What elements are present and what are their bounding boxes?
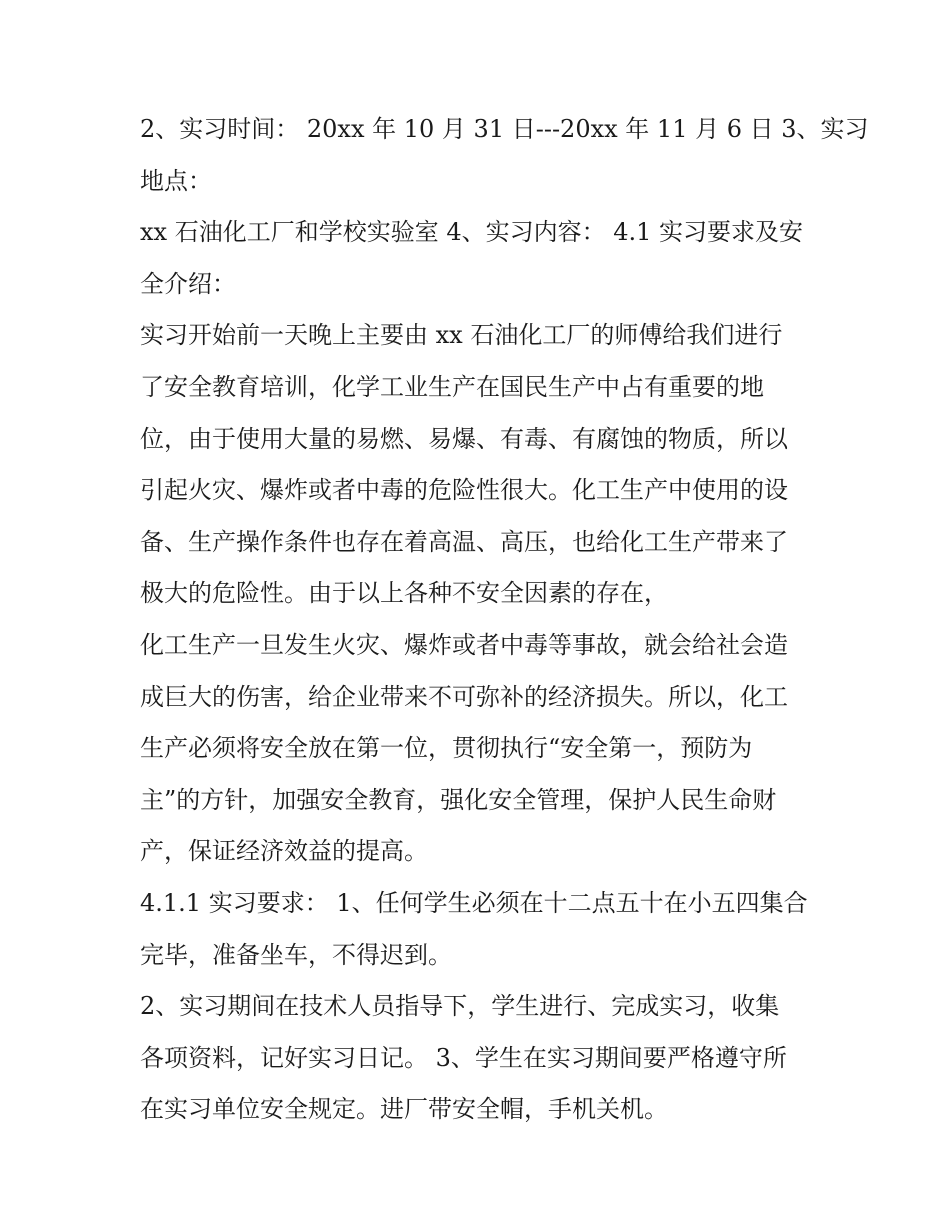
text-line: 全介绍：: [140, 269, 236, 298]
text-line: 备、生产操作条件也存在着高温、高压，也给化工生产带来了: [140, 527, 788, 556]
text-line: 各项资料，记好实习日记。 3、学生在实习期间要严格遵守所: [140, 1043, 787, 1072]
text-line: xx 石油化工厂和学校实验室 4、实习内容： 4.1 实习要求及安: [140, 218, 804, 247]
text-line: 主”的方针，加强安全教育，强化安全管理，保护人民生命财: [140, 785, 777, 814]
document-body: [140, 104, 869, 1136]
text-line: 引起火灾、爆炸或者中毒的危险性很大。化工生产中使用的设: [140, 476, 788, 505]
text-line: 实习开始前一天晚上主要由 xx 石油化工厂的师傅给我们进行: [140, 321, 783, 350]
text-line: 成巨大的伤害，给企业带来不可弥补的经济损失。所以，化工: [140, 682, 788, 711]
text-line: 产，保证经济效益的提高。: [140, 837, 428, 866]
text-line: 2、实习期间在技术人员指导下，学生进行、完成实习，收集: [140, 992, 780, 1021]
text-line: 生产必须将安全放在第一位，贯彻执行“安全第一，预防为: [140, 734, 753, 763]
text-line: 在实习单位安全规定。进厂带安全帽，手机关机。: [140, 1095, 668, 1124]
text-line: 化工生产一旦发生火灾、爆炸或者中毒等事故，就会给社会造: [140, 630, 788, 659]
text-line: 极大的危险性。由于以上各种不安全因素的存在，: [140, 579, 668, 608]
text-line: 2、实习时间： 20xx 年 10 月 31 日---20xx 年 11 月 6 日 3、实习: [140, 115, 869, 143]
text-line: 4.1.1 实习要求： 1、任何学生必须在十二点五十在小五四集合: [140, 888, 808, 917]
text-line: 地点：: [140, 166, 212, 195]
text-line: 了安全教育培训，化学工业生产在国民生产中占有重要的地: [140, 372, 764, 401]
text-line: 位，由于使用大量的易燃、易爆、有毒、有腐蚀的物质，所以: [140, 424, 788, 453]
text-line: 完毕，准备坐车，不得迟到。: [140, 940, 452, 969]
